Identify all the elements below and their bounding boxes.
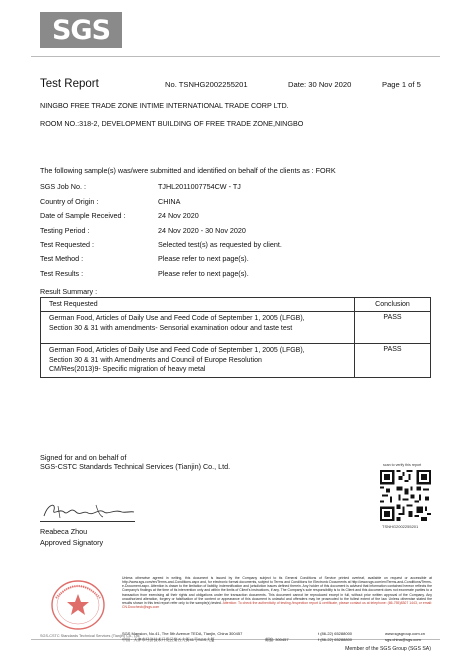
disclaimer-body: Unless otherwise agreed in writing, this document is issued by the Company subject to its General Conditions of Service printed overleaf, available on request or accessible at http://www.sgs.com/en/Terms-and-Conditions.aspx and, for electronic format documents, subject to Terms and Conditions for Electronic Documents at http://www.sgs.com/en/Terms-and-Conditions/Terms-e-Document.aspx. Attention is drawn to the limitation of liability, indemnification and jurisdiction issues defined therein. Any holder of this document is advised that information contained hereon reflects the Company's findings at the time of its intervention only and within the limits of Client's instructions, if any. The Company's sole responsibility is to its Client and this document does not exonerate parties to a transaction from exercising all their rights and obligations under the transaction documents. This document cannot be reproduced except in full, without prior written approval of the Company. Any unauthorized alteration, forgery or falsification of the content or appearance of this document is unlawful and offenders may be prosecuted to the fullest extent of the law. Unless otherwise stated the results shown in this test report refer only to the sample(s) tested. bbox=[122, 576, 432, 605]
signature-line bbox=[40, 521, 135, 522]
page-indicator: Page 1 of 5 bbox=[382, 80, 421, 89]
legal-disclaimer bbox=[122, 576, 432, 609]
sgs-logo bbox=[40, 12, 122, 48]
field-test-results bbox=[40, 269, 440, 280]
header-divider bbox=[31, 56, 440, 57]
test-conclusion: PASS bbox=[355, 312, 431, 344]
logo-text: SGS bbox=[51, 14, 111, 46]
field-label: Test Results : bbox=[40, 269, 84, 278]
field-testing-period bbox=[40, 226, 440, 237]
footer-postcode: 邮编: 300457 bbox=[265, 637, 289, 642]
footer-fax: f (86-22) 65288800 bbox=[318, 637, 353, 642]
report-number: No. TSNHG2002255201 bbox=[165, 80, 248, 89]
field-value: Please refer to next page(s). bbox=[158, 269, 249, 278]
field-label: Date of Sample Received : bbox=[40, 211, 126, 220]
field-received bbox=[40, 211, 440, 222]
sgs-member-line: Member of the SGS Group (SGS SA) bbox=[345, 646, 431, 652]
field-label: Test Method : bbox=[40, 254, 84, 263]
footer-address-en: SGS Mansion, No.41, The 5th Avenue TEDA, Tianjin, China 300457 bbox=[122, 631, 243, 636]
report-title: Test Report bbox=[40, 78, 99, 90]
footer-website[interactable]: www.sgsgroup.com.cn bbox=[385, 631, 426, 636]
field-test-method bbox=[40, 254, 440, 265]
col-test-requested: Test Requested bbox=[41, 298, 355, 312]
col-conclusion: Conclusion bbox=[355, 298, 431, 312]
qr-caption: scan to verify this report bbox=[383, 463, 422, 467]
stamp-caption: SGS-CSTC Standards Technical Services (Tianjin) Co., Ltd. bbox=[40, 634, 141, 638]
field-value: CHINA bbox=[158, 197, 181, 206]
applicant-address: ROOM NO.:318-2, DEVELOPMENT BUILDING OF FREE TRADE ZONE,NINGBO bbox=[40, 119, 304, 128]
signatory-name: Reabeca Zhou bbox=[40, 527, 88, 536]
field-country bbox=[40, 197, 440, 208]
test-line: German Food, Articles of Daily Use and Feed Code of September 1, 2005 (LFGB), bbox=[49, 347, 305, 354]
field-label: Test Requested : bbox=[40, 240, 94, 249]
test-line: Section 30 & 31 with Amendments and Council of Europe Resolution bbox=[49, 356, 262, 364]
table-row bbox=[41, 312, 431, 344]
field-value: 24 Nov 2020 bbox=[158, 211, 199, 220]
result-summary-title: Result Summary : bbox=[40, 287, 98, 296]
table-header-row bbox=[41, 298, 431, 312]
test-conclusion: PASS bbox=[355, 344, 431, 378]
test-line: Section 30 & 31 with amendments- Sensorial examination odour and taste test bbox=[49, 324, 293, 332]
test-description bbox=[41, 312, 355, 344]
field-label: Country of Origin : bbox=[40, 197, 99, 206]
footer-phone: t (86-22) 65288000 bbox=[318, 631, 353, 636]
field-label: Testing Period : bbox=[40, 226, 90, 235]
signed-for-text: Signed for and on behalf of bbox=[40, 453, 127, 462]
field-test-requested bbox=[40, 240, 440, 251]
field-value: 24 Nov 2020 - 30 Nov 2020 bbox=[158, 226, 246, 235]
footer-divider bbox=[31, 639, 440, 640]
test-description bbox=[41, 344, 355, 378]
footer-email[interactable]: sgs.china@sgs.com bbox=[385, 637, 421, 642]
signature-image bbox=[40, 500, 136, 522]
company-seal-icon bbox=[40, 578, 116, 634]
test-line: CM/Res(2013)9- Specific migration of heavy metal bbox=[49, 366, 206, 374]
field-value: Selected test(s) as requested by client. bbox=[158, 240, 282, 249]
table-row bbox=[41, 344, 431, 378]
qr-code-icon[interactable] bbox=[380, 470, 431, 521]
qr-report-number: TSNHG2002255201 bbox=[382, 524, 419, 529]
footer-address-cn: 中国 · 天津市经济技术开发区第五大街41号SGS大厦 bbox=[122, 637, 215, 642]
report-date: Date: 30 Nov 2020 bbox=[288, 80, 352, 89]
test-line: German Food, Articles of Daily Use and Feed Code of September 1, 2005 (LFGB), bbox=[49, 315, 305, 322]
field-job-no bbox=[40, 182, 440, 193]
disclaimer-attention: Attention: To check the authenticity of testing /inspection report & certificate, please contact us at telephone: (86-755)8307 1443, or email: CN.Doccheck@sgs.com bbox=[122, 600, 433, 610]
field-value: TJHL2011007754CW - TJ bbox=[158, 182, 241, 191]
intro-statement: The following sample(s) was/were submitted and identified on behalf of the clients as : FORK bbox=[40, 166, 336, 175]
field-label: SGS Job No. : bbox=[40, 182, 86, 191]
field-value: Please refer to next page(s). bbox=[158, 254, 249, 263]
signatory-role: Approved Signatory bbox=[40, 538, 104, 547]
signing-company: SGS-CSTC Standards Technical Services (Tianjin) Co., Ltd. bbox=[40, 462, 231, 471]
applicant-name: NINGBO FREE TRADE ZONE INTIME INTERNATIONAL TRADE CORP LTD. bbox=[40, 101, 289, 110]
result-summary-table bbox=[40, 297, 431, 378]
